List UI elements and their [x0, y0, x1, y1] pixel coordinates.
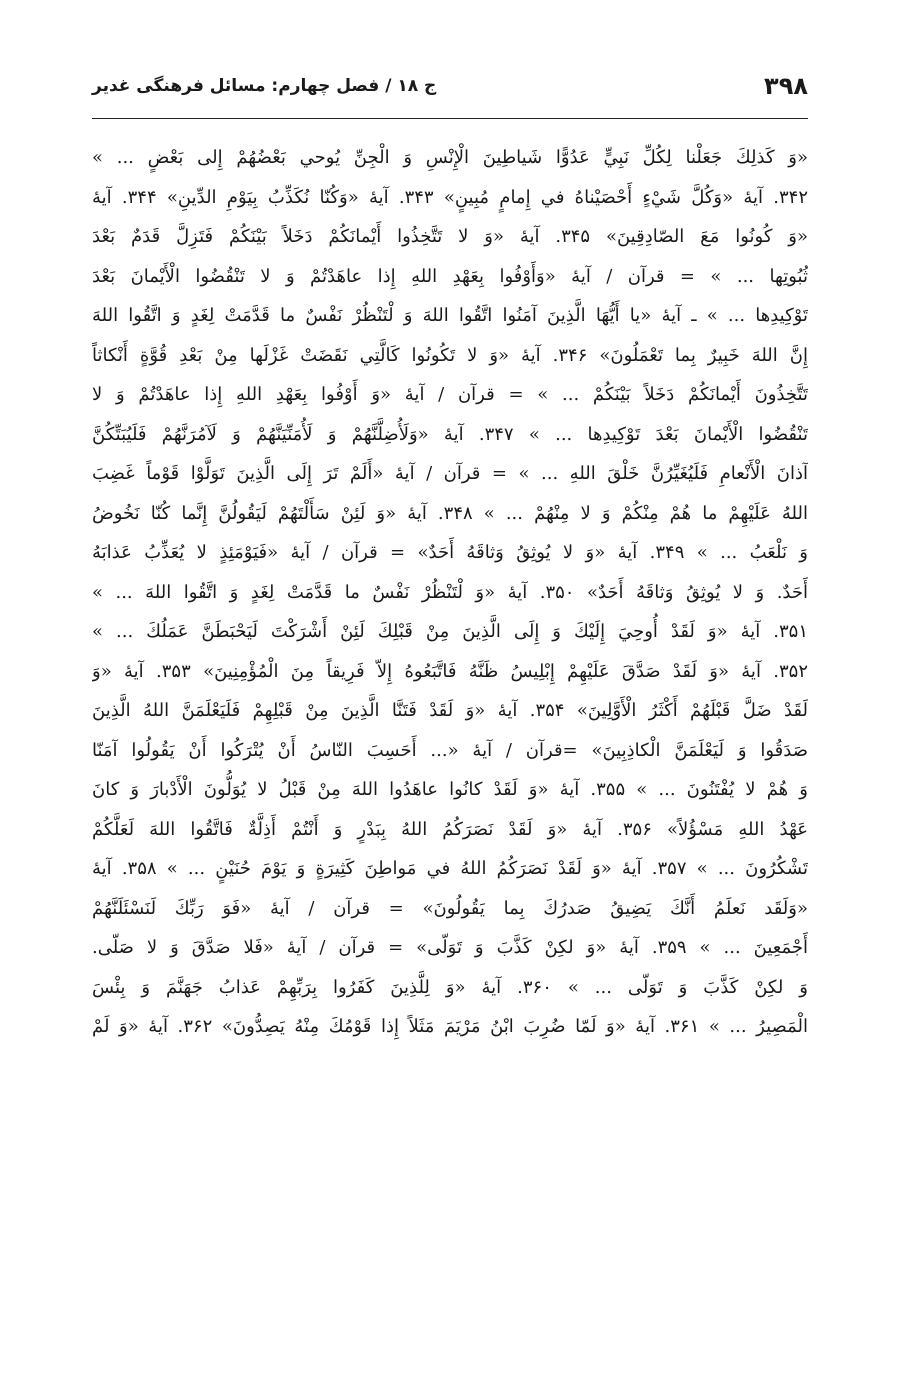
text-line: «وَلَقَد نَعلَمُ أَنَّكَ يَضِيقُ صَدرُكَ بِما يَقُولُونَ» = قرآن / آيهٔ «فَوَ رَبِّكَ لَنَسْئَلَنَّهُمْ: [92, 897, 808, 919]
text-line: صَدَقُوا وَ لَيَعْلَمَنَّ الْكاذِبِينَ» =قرآن / آيهٔ «... أَحَسِبَ النّاسُ أَنْ يُتْرَكُوا أَنْ يَقُولُوا آمَنّا: [92, 739, 808, 761]
text-line: وَ لكِنْ كَذَّبَ وَ تَوَلّى ... » ۳۶۰. آيهٔ «وَ لِلَّذِينَ كَفَرُوا بِرَبِّهِمْ عَذابُ جَهَنَّمَ وَ بِئْسَ: [92, 976, 808, 998]
page-number: ۳۹۸: [764, 72, 808, 100]
text-line: وَ هُمْ لا يُفْتَنُونَ ... » ۳۵۵. آيهٔ «وَ لَقَدْ كانُوا عاهَدُوا اللهَ مِنْ قَبْلُ لا يُوَلُّونَ الْأَدْبارَ وَ كانَ: [92, 779, 808, 800]
text-line: أَجْمَعِينَ ... » ۳۵۹. آيهٔ «وَ لكِنْ كَذَّبَ وَ تَوَلّى» = قرآن / آيهٔ «فَلا صَدَّقَ وَ لا صَلّى.: [92, 937, 808, 958]
body-text: [92, 138, 808, 1047]
text-line: تَتَّخِذُونَ أَيْمانَكُمْ دَخَلاً بَيْنَكُمْ ... » = قرآن / آيهٔ «وَ أَوْفُوا بِعَهْدِ اللهِ إِذا عاهَدْتُمْ وَ لا: [92, 384, 808, 405]
text-line: «وَ كَذلِكَ جَعَلْنا لِكُلِّ نَبِيٍّ عَدُوًّا شَياطِينَ الْإِنْسِ وَ الْجِنِّ يُوحي بَعْضُهُمْ إِلى بَعْضٍ ... »: [92, 147, 808, 168]
text-line: تَوْكِيدِها ... » ـ آيهٔ «يا أَيُّهَا الَّذِينَ آمَنُوا اتَّقُوا اللهَ وَ لْتَنْظُرْ نَفْسٌ ما قَدَّمَتْ لِغَدٍ وَ اتَّقُوا اللهَ: [92, 305, 808, 326]
text-line: ثُبُوتِها ... » = قرآن / آيهٔ «وَأَوْفُوا بِعَهْدِ اللهِ إِذا عاهَدْتُمْ وَ لا تَنْقُضُوا الْأَيْمانَ بَعْدَ: [92, 265, 808, 287]
text-line: آذانَ الْأَنْعامِ فَلَيُغَيِّرُنَّ خَلْقَ اللهِ ... » = قرآن / آيهٔ «أَلَمْ تَرَ إِلَى الَّذِينَ تَوَلَّوْا قَوْماً غَضِبَ: [92, 463, 808, 484]
text-line: تَنْقُضُوا الْأَيْمانَ بَعْدَ تَوْكِيدِها ... » ۳۴۷. آيهٔ «وَلَأُضِلَّنَّهُمْ وَ لَأُمَنِّيَنَّهُمْ وَ لَآمُرَنَّهُمْ فَلَيُبَتِّكُنَّ: [92, 423, 808, 445]
text-line: اللهُ عَلَيْهِمْ ما هُمْ مِنْكُمْ وَ لا مِنْهُمْ ... » ۳۴۸. آيهٔ «وَ لَئِنْ سَأَلْتَهُمْ لَيَقُولُنَّ إِنَّما كُنّا نَخُوضُ: [92, 502, 808, 524]
text-line: ۳۴۲. آيهٔ «وَكُلَّ شَيْءٍ أَحْصَيْناهُ في إِمامٍ مُبِينٍ» ۳۴۳. آيهٔ «وَكُنّا نُكَذِّبُ بِيَوْمِ الدِّينِ» ۳۴۴. آيهٔ: [92, 186, 808, 208]
text-line: ۳۵۲. آيهٔ «وَ لَقَدْ صَدَّقَ عَلَيْهِمْ إِبْلِيسُ ظَنَّهُ فَاتَّبَعُوهُ إِلاّ فَرِيقاً مِنَ الْمُؤْمِنِينَ» ۳۵۳. آيهٔ «وَ: [92, 660, 808, 682]
page-header: [92, 72, 808, 112]
text-line: الْمَصِيرُ ... » ۳۶۱. آيهٔ «وَ لَمّا ضُرِبَ ابْنُ مَرْيَمَ مَثَلاً إِذا قَوْمُكَ مِنْهُ يَصِدُّونَ» ۳۶۲. آيهٔ «وَ لَمْ: [92, 1016, 808, 1037]
running-title: ج ۱۸ / فصل چهارم: مسائل فرهنگی غدیر: [92, 76, 437, 96]
text-line: أَحَدٌ. وَ لا يُوثِقُ وَثاقَهُ أَحَدٌ» ۳۵۰. آيهٔ «وَ لْتَنْظُرْ نَفْسٌ ما قَدَّمَتْ لِغَدٍ وَ اتَّقُوا اللهَ ... »: [92, 581, 808, 603]
text-line: لَقَدْ ضَلَّ قَبْلَهُمْ أَكْثَرُ الْأَوَّلِينَ» ۳۵۴. آيهٔ «وَ لَقَدْ فَتَنَّا الَّذِينَ مِنْ قَبْلِهِمْ فَلَيَعْلَمَنَّ اللهُ الَّذِينَ: [92, 700, 808, 721]
text-line: ۳۵۱. آيهٔ «وَ لَقَدْ أُوحِيَ إِلَيْكَ وَ إِلَى الَّذِينَ مِنْ قَبْلِكَ لَئِنْ أَشْرَكْتَ لَيَحْبَطَنَّ عَمَلُكَ ... »: [92, 621, 808, 642]
text-line: تَشْكُرُونَ ... » ۳۵۷. آيهٔ «وَ لَقَدْ نَصَرَكُمُ اللهُ في مَواطِنَ كَثِيرَةٍ وَ يَوْمَ حُنَيْنٍ ... » ۳۵۸. آيهٔ: [92, 858, 808, 879]
text-line: إِنَّ اللهَ خَبِيرٌ بِما تَعْمَلُونَ» ۳۴۶. آيهٔ «وَ لا تَكُونُوا كَالَّتِي نَقَضَتْ غَزْلَها مِنْ بَعْدِ قُوَّةٍ أَنْكاثاً: [92, 344, 808, 366]
text-line: عَهْدُ اللهِ مَسْؤُلاً» ۳۵۶. آيهٔ «وَ لَقَدْ نَصَرَكُمُ اللهُ بِبَدْرٍ وَ أَنْتُمْ أَذِلَّةٌ فَاتَّقُوا اللهَ لَعَلَّكُمْ: [92, 818, 808, 840]
text-line: وَ نَلْعَبُ ... » ۳۴۹. آيهٔ «وَ لا يُوثِقُ وَثاقَهُ أَحَدٌ» = قرآن / آيهٔ «فَيَوْمَئِذٍ لا يُعَذِّبُ عَذابَهُ: [92, 542, 808, 563]
text-line: «وَ كُونُوا مَعَ الصّادِقِينَ» ۳۴۵. آيهٔ «وَ لا تَتَّخِذُوا أَيْمانَكُمْ دَخَلاً بَيْنَكُمْ فَتَزِلَّ قَدَمٌ بَعْدَ: [92, 226, 808, 247]
header-divider: [92, 118, 808, 119]
